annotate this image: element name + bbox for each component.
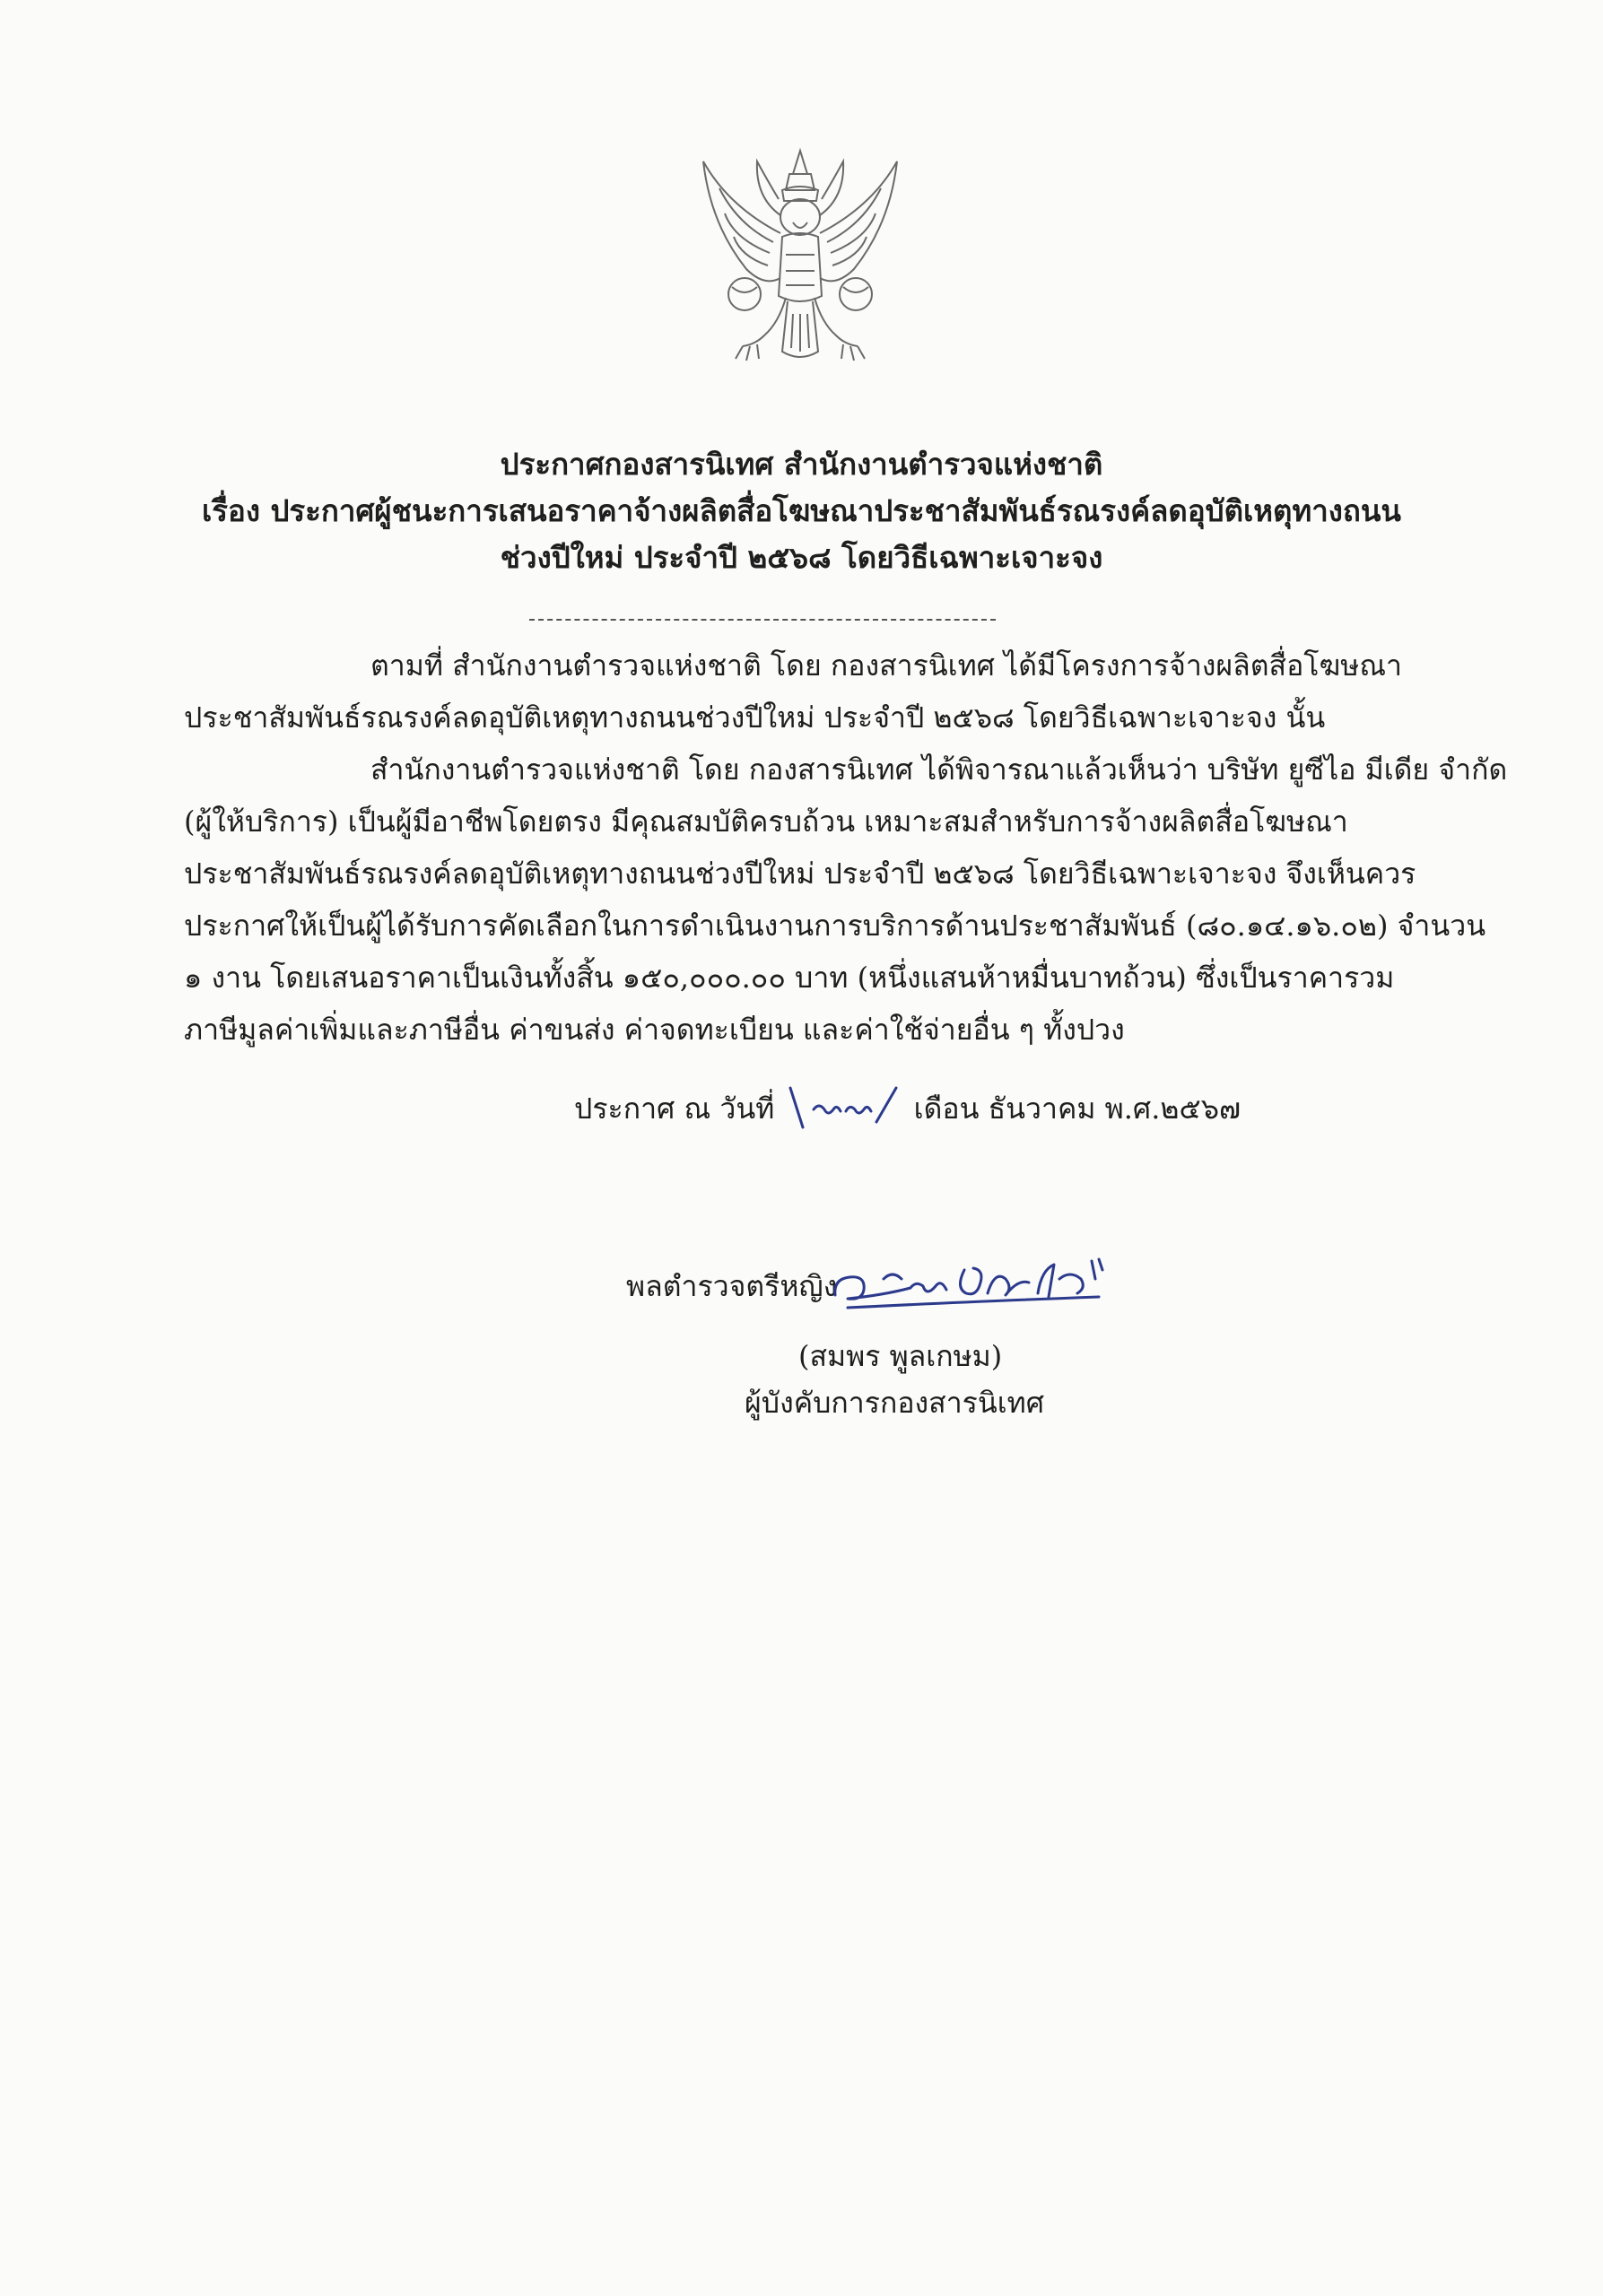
body-line: ประกาศให้เป็นผู้ได้รับการคัดเลือกในการดำเนินงานการบริการด้านประชาสัมพันธ์ (๘๐.๑๔.๑๖.๐๒) จำนวน bbox=[184, 909, 1486, 943]
body-line: ตามที่ สำนักงานตำรวจแห่งชาติ โดย กองสารนิเทศ ได้มีโครงการจ้างผลิตสื่อโฆษณา bbox=[370, 648, 1402, 683]
header-divider bbox=[529, 619, 996, 621]
body-line: ภาษีมูลค่าเพิ่มและภาษีอื่น ค่าขนส่ง ค่าจดทะเบียน และค่าใช้จ่ายอื่น ๆ ทั้งปวง bbox=[184, 1013, 1125, 1047]
body-line: (ผู้ให้บริการ) เป็นผู้มีอาชีพโดยตรง มีคุณสมบัติครบถ้วน เหมาะสมสำหรับการจ้างผลิตสื่อโฆษณา bbox=[184, 804, 1348, 839]
date-suffix: เดือน ธันวาคม พ.ศ.๒๕๖๗ bbox=[913, 1091, 1241, 1126]
handwritten-day-icon bbox=[783, 1083, 904, 1136]
announcement-header bbox=[144, 441, 1459, 581]
body-line: ประชาสัมพันธ์รณรงค์ลดอุบัติเหตุทางถนนช่วงปีใหม่ ประจำปี ๒๕๖๘ โดยวิธีเฉพาะเจาะจง นั้น bbox=[184, 700, 1326, 735]
signer-name: (สมพร พูลเกษม) bbox=[798, 1339, 1003, 1373]
header-title: ประกาศกองสารนิเทศ สำนักงานตำรวจแห่งชาติ bbox=[500, 447, 1103, 482]
body-line: ๑ งาน โดยเสนอราคาเป็นเงินทั้งสิ้น ๑๕๐,๐๐๐.๐๐ บาท (หนึ่งแสนห้าหมื่นบาทถ้วน) ซึ่งเป็นราคารวม bbox=[184, 961, 1395, 995]
header-subject-cont: ช่วงปีใหม่ ประจำปี ๒๕๖๘ โดยวิธีเฉพาะเจาะจง bbox=[500, 540, 1103, 575]
header-subject: เรื่อง ประกาศผู้ชนะการเสนอราคาจ้างผลิตสื่อโฆษณาประชาสัมพันธ์รณรงค์ลดอุบัติเหตุทางถนน bbox=[202, 493, 1401, 528]
body-line: ประชาสัมพันธ์รณรงค์ลดอุบัติเหตุทางถนนช่วงปีใหม่ ประจำปี ๒๕๖๘ โดยวิธีเฉพาะเจาะจง จึงเห็นควร bbox=[184, 857, 1416, 891]
date-prefix: ประกาศ ณ วันที่ bbox=[574, 1091, 775, 1126]
garuda-emblem-icon bbox=[693, 144, 908, 368]
signer-position: ผู้บังคับการกองสารนิเทศ bbox=[745, 1386, 1045, 1420]
body-line: สำนักงานตำรวจแห่งชาติ โดย กองสารนิเทศ ได้พิจารณาแล้วเห็นว่า บริษัท ยูซีไอ มีเดีย จำกัด bbox=[370, 752, 1508, 787]
announcement-date bbox=[574, 1087, 1241, 1133]
signature-icon bbox=[830, 1243, 1117, 1324]
date-day-handwritten bbox=[783, 1090, 904, 1133]
signer-rank: พลตำรวจตรีหญิง bbox=[626, 1269, 838, 1303]
